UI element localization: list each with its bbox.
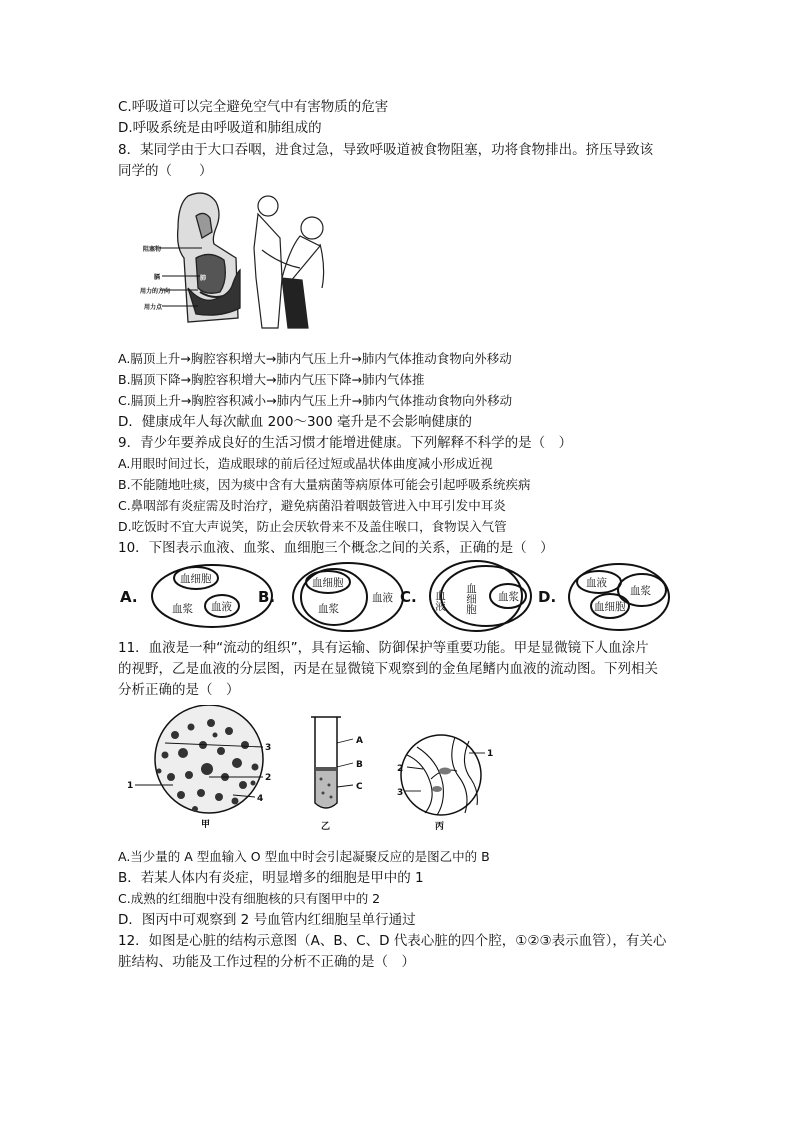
diagram-letter-c: C. xyxy=(400,588,417,606)
fish-fin-figure xyxy=(397,735,493,832)
blood-smear-figure xyxy=(127,705,271,830)
venn-d-plasma: 血浆 xyxy=(630,585,651,597)
question-11-stem-cont1: 的视野，乙是血液的分层图，丙是在显微镜下观察到的金鱼尾鳍内血液的流动图。下列相关 xyxy=(118,661,658,677)
question-9-stem: 9．青少年要养成良好的生活习惯才能增进健康。下列解释不科学的是（ ） xyxy=(118,435,573,451)
option-9a: A.用眼时间过长，造成眼球的前后径过短或晶状体曲度减小形成近视 xyxy=(118,456,493,471)
label-force-point: 用力点 xyxy=(144,304,163,311)
question-11-stem: 11．血液是一种“流动的组织”，具有运输、防御保护等重要功能。甲是显微镜下人血涂片 xyxy=(118,640,649,656)
venn-d-blood: 血液 xyxy=(586,577,607,589)
smear-label-3: 3 xyxy=(265,743,272,753)
option-8a: A.膈顶上升→胸腔容积增大→肺内气压上升→肺内气体推动食物向外移动 xyxy=(118,351,512,366)
venn-c-blood-cells: 血细胞 xyxy=(465,583,477,615)
venn-c-blood: 血液 xyxy=(434,590,446,611)
q11-figures xyxy=(125,705,505,835)
tube-label-a: A xyxy=(356,736,363,746)
option-7c: C.呼吸道可以完全避免空气中有害物质的危害 xyxy=(118,99,389,115)
fin-label-3: 3 xyxy=(397,788,404,798)
option-8b: B.膈顶下降→胸腔容积增大→肺内气压下降→肺内气体推 xyxy=(118,372,425,387)
label-lung: 肺 xyxy=(200,275,207,282)
q10-venn-diagrams xyxy=(118,560,678,635)
venn-a-blood: 血液 xyxy=(211,601,232,613)
label-force-direction: 用力的方向 xyxy=(140,288,171,295)
diagram-letter-b: B. xyxy=(258,588,276,606)
tube-label-b: B xyxy=(356,760,363,770)
rescuer-illustration xyxy=(254,196,324,328)
option-9d: D.吃饭时不宜大声说笑，防止会厌软骨来不及盖住喉口，食物误入气管 xyxy=(118,519,507,534)
question-12-stem-cont: 脏结构、功能及工作过程的分析不正确的是（ ） xyxy=(118,954,415,970)
option-8c: C.膈顶上升→胸腔容积减小→肺内气压上升→肺内气体推动食物向外移动 xyxy=(118,393,513,408)
option-8d: D．健康成年人每次献血 200～300 毫升是不会影响健康的 xyxy=(118,414,473,430)
option-7d: D.呼吸系统是由呼吸道和肺组成的 xyxy=(118,120,322,136)
venn-b-plasma: 血浆 xyxy=(318,603,339,615)
fin-label-1: 1 xyxy=(487,749,494,759)
test-tube-figure xyxy=(311,717,363,832)
option-11c: C.成熟的红细胞中没有细胞核的只有图甲中的 2 xyxy=(118,891,381,906)
diagram-letter-a: A. xyxy=(120,588,138,606)
label-diaphragm: 膈 xyxy=(154,274,161,281)
caption-yi: 乙 xyxy=(321,822,331,832)
option-9c: C.鼻咽部有炎症需及时治疗，避免病菌沿着咽鼓管进入中耳引发中耳炎 xyxy=(118,498,506,513)
smear-label-1: 1 xyxy=(127,781,134,791)
option-11b: B．若某人体内有炎症，明显增多的细胞是甲中的 1 xyxy=(118,870,424,886)
caption-bing: 丙 xyxy=(435,822,445,832)
question-8-stem-cont: 同学的（ ） xyxy=(118,163,213,179)
question-10-stem: 10．下图表示血液、血浆、血细胞三个概念之间的关系，正确的是（ ） xyxy=(118,540,554,556)
venn-b-blood: 血液 xyxy=(372,592,393,604)
fin-label-2: 2 xyxy=(397,764,404,774)
anatomy-illustration xyxy=(178,193,240,322)
smear-label-2: 2 xyxy=(265,773,272,783)
tube-label-c: C xyxy=(356,782,363,792)
venn-b-blood-cells: 血细胞 xyxy=(312,577,344,589)
venn-a-blood-cells: 血细胞 xyxy=(180,573,212,585)
question-12-stem: 12．如图是心脏的结构示意图（A、B、C、D 代表心脏的四个腔，①②③表示血管），有关心 xyxy=(118,933,667,949)
option-9b: B.不能随地吐痰，因为痰中含有大量病菌等病原体可能会引起呼吸系统疾病 xyxy=(118,477,531,492)
option-11d: D．图丙中可观察到 2 号血管内红细胞呈单行通过 xyxy=(118,912,416,928)
venn-d-blood-cells: 血细胞 xyxy=(594,601,626,613)
diagram-letter-d: D. xyxy=(538,588,557,606)
question-8-stem: 8．某同学由于大口吞咽，进食过急，导致呼吸道被食物阻塞，功将食物排出。挤压导致该 xyxy=(118,142,654,158)
heimlich-figure xyxy=(140,188,340,336)
venn-c-plasma: 血浆 xyxy=(498,591,519,603)
caption-jia: 甲 xyxy=(201,820,211,830)
venn-a-plasma: 血浆 xyxy=(172,603,193,615)
option-11a: A.当少量的 A 型血输入 O 型血中时会引起凝聚反应的是图乙中的 B xyxy=(118,849,490,864)
label-obstruction: 阻塞物 xyxy=(143,246,162,253)
question-11-stem-cont2: 分析正确的是（ ） xyxy=(118,682,240,698)
smear-label-4: 4 xyxy=(257,794,264,804)
